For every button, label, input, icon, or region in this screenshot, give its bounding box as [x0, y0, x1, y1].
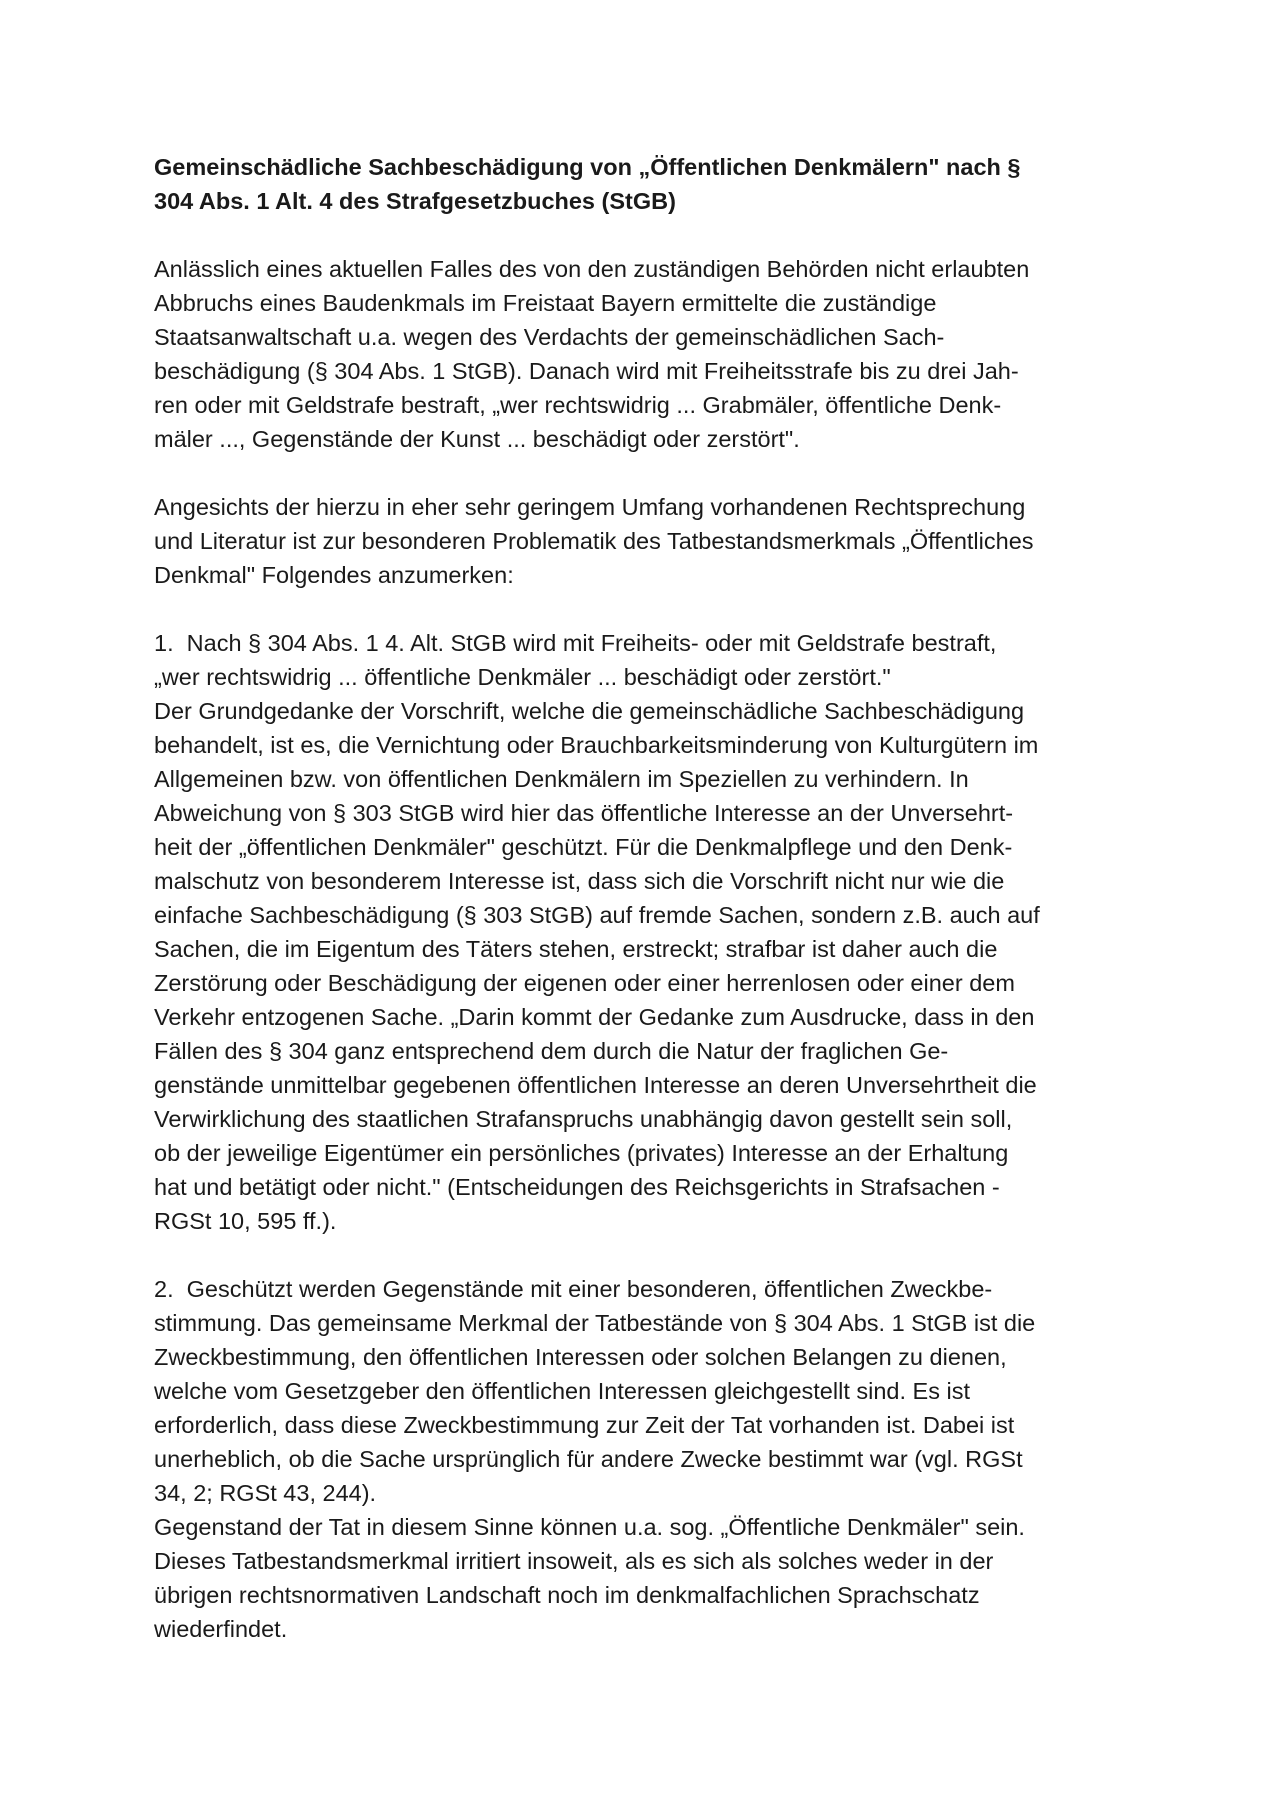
text-line: ren oder mit Geldstrafe bestraft, „wer rechtswidrig ... Grabmäler, öffentliche Denk- [154, 392, 1002, 418]
text-line: Verwirklichung des staatlichen Strafanspruchs unabhängig davon gestellt sein soll, [154, 1106, 1013, 1132]
paragraph-gap [154, 456, 1134, 490]
text-line: Sachen, die im Eigentum des Täters stehen, erstreckt; strafbar ist daher auch die [154, 936, 998, 962]
text-line: 34, 2; RGSt 43, 244). [154, 1480, 377, 1506]
text-line: Zerstörung oder Beschädigung der eigenen oder einer herrenlosen oder einer dem [154, 970, 1015, 996]
paragraph-gap [154, 592, 1134, 626]
text-line: Anlässlich eines aktuellen Falles des von den zuständigen Behörden nicht erlaubten [154, 256, 1030, 282]
text-line: Verkehr entzogenen Sache. „Darin kommt der Gedanke zum Ausdrucke, dass in den [154, 1004, 1035, 1030]
paragraph-intro [154, 252, 1134, 456]
title-line: Gemeinschädliche Sachbeschädigung von „Öffentlichen Denkmälern" nach § [154, 154, 1021, 180]
text-line: 2. Geschützt werden Gegenstände mit einer besonderen, öffentlichen Zweckbe- [154, 1276, 993, 1302]
text-line: welche vom Gesetzgeber den öffentlichen Interessen gleichgestellt sind. Es ist [154, 1378, 970, 1404]
text-line: Der Grundgedanke der Vorschrift, welche die gemeinschädliche Sachbeschädigung [154, 698, 1025, 724]
text-line: einfache Sachbeschädigung (§ 303 StGB) auf fremde Sachen, sondern z.B. auch auf [154, 902, 1040, 928]
text-line: Angesichts der hierzu in eher sehr geringem Umfang vorhandenen Rechtsprechung [154, 494, 1026, 520]
text-line: und Literatur ist zur besonderen Problematik des Tatbestandsmerkmals „Öffentliches [154, 528, 1034, 554]
text-line: malschutz von besonderem Interesse ist, dass sich die Vorschrift nicht nur wie die [154, 868, 1005, 894]
text-line: Abweichung von § 303 StGB wird hier das öffentliche Interesse an der Unversehrt- [154, 800, 1014, 826]
paragraph-point-1 [154, 626, 1134, 1238]
text-line: Gegenstand der Tat in diesem Sinne können u.a. sog. „Öffentliche Denkmäler" sein. [154, 1514, 1025, 1540]
text-line: mäler ..., Gegenstände der Kunst ... beschädigt oder zerstört". [154, 426, 800, 452]
text-line: Denkmal" Folgendes anzumerken: [154, 562, 514, 588]
text-line: behandelt, ist es, die Vernichtung oder Brauchbarkeitsminderung von Kulturgütern im [154, 732, 1039, 758]
document-page [154, 150, 1134, 1646]
text-line: unerheblich, ob die Sache ursprünglich für andere Zwecke bestimmt war (vgl. RGSt [154, 1446, 1023, 1472]
paragraph-gap [154, 1238, 1134, 1272]
paragraph-gap [154, 218, 1134, 252]
text-line: Dieses Tatbestandsmerkmal irritiert insoweit, als es sich als solches weder in der [154, 1548, 994, 1574]
text-line: „wer rechtswidrig ... öffentliche Denkmäler ... beschädigt oder zerstört." [154, 664, 891, 690]
text-line: ob der jeweilige Eigentümer ein persönliches (privates) Interesse an der Erhaltung [154, 1140, 1009, 1166]
text-line: Zweckbestimmung, den öffentlichen Interessen oder solchen Belangen zu dienen, [154, 1344, 1007, 1370]
text-line: Abbruchs eines Baudenkmals im Freistaat Bayern ermittelte die zuständige [154, 290, 937, 316]
text-line: übrigen rechtsnormativen Landschaft noch im denkmalfachlichen Sprachschatz [154, 1582, 980, 1608]
text-line: Allgemeinen bzw. von öffentlichen Denkmälern im Speziellen zu verhindern. In [154, 766, 969, 792]
text-line: genstände unmittelbar gegebenen öffentlichen Interesse an deren Unversehrtheit die [154, 1072, 1037, 1098]
text-line: wiederfindet. [154, 1616, 288, 1642]
paragraph-point-2 [154, 1272, 1134, 1646]
text-line: Staatsanwaltschaft u.a. wegen des Verdachts der gemeinschädlichen Sach- [154, 324, 945, 350]
text-line: heit der „öffentlichen Denkmäler" geschützt. Für die Denkmalpflege und den Denk- [154, 834, 1013, 860]
text-line: stimmung. Das gemeinsame Merkmal der Tatbestände von § 304 Abs. 1 StGB ist die [154, 1310, 1036, 1336]
document-title [154, 150, 1134, 218]
text-line: RGSt 10, 595 ff.). [154, 1208, 337, 1234]
title-line: 304 Abs. 1 Alt. 4 des Strafgesetzbuches (StGB) [154, 188, 676, 214]
text-line: 1. Nach § 304 Abs. 1 4. Alt. StGB wird mit Freiheits- oder mit Geldstrafe bestraft, [154, 630, 997, 656]
text-line: hat und betätigt oder nicht." (Entscheidungen des Reichsgerichts in Strafsachen - [154, 1174, 1000, 1200]
text-line: beschädigung (§ 304 Abs. 1 StGB). Danach wird mit Freiheitsstrafe bis zu drei Jah- [154, 358, 1019, 384]
text-line: erforderlich, dass diese Zweckbestimmung zur Zeit der Tat vorhanden ist. Dabei ist [154, 1412, 1015, 1438]
paragraph-context [154, 490, 1134, 592]
text-line: Fällen des § 304 ganz entsprechend dem durch die Natur der fraglichen Ge- [154, 1038, 949, 1064]
